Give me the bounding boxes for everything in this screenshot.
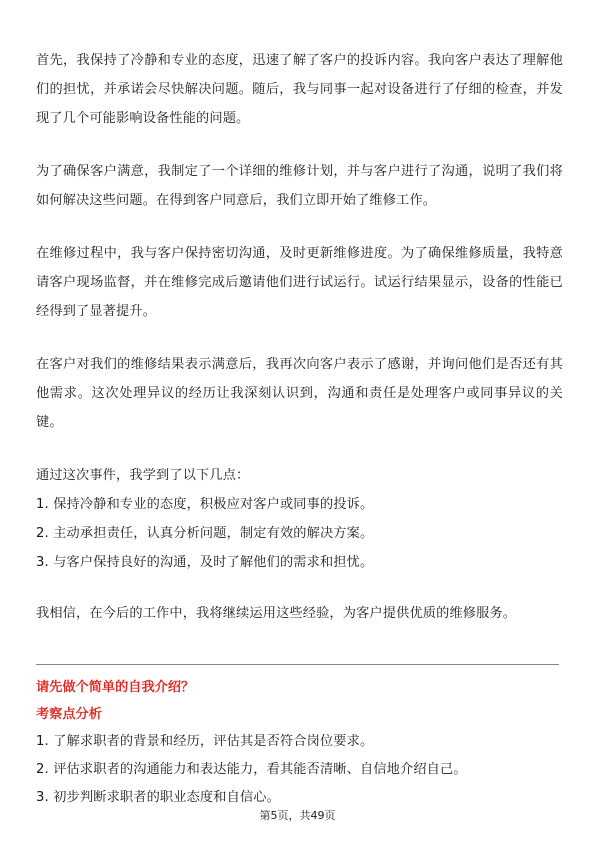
section-divider: [36, 664, 559, 665]
lessons-intro: 通过这次事件，我学到了以下几点：: [36, 468, 250, 483]
answer-paragraph-1: 首先，我保持了冷静和专业的态度，迅速了解了客户的投诉内容。我向客户表达了理解他们的担忧，并承诺会尽快解决问题。随后，我与同事一起对设备进行了仔细的检查，并发现了几个可能影响设备性能的问题。: [36, 53, 563, 126]
answer-paragraph-2: 为了确保客户满意，我制定了一个详细的维修计划，并与客户进行了沟通，说明了我们将如何解决这些问题。在得到客户同意后，我们立即开始了维修工作。: [36, 164, 563, 208]
lesson-item-3: 3. 与客户保持良好的沟通，及时了解他们的需求和担忧。: [36, 555, 374, 570]
analysis-point-3: 3. 初步判断求职者的职业态度和自信心。: [36, 790, 280, 805]
analysis-point-1: 1. 了解求职者的背景和经历，评估其是否符合岗位要求。: [36, 734, 374, 749]
lesson-item-1: 1. 保持冷静和专业的态度，积极应对客户或同事的投诉。: [36, 497, 374, 512]
conclusion-paragraph: 我相信，在今后的工作中，我将继续运用这些经验，为客户提供优质的维修服务。: [36, 606, 517, 621]
answer-paragraph-3: 在维修过程中，我与客户保持密切沟通，及时更新维修进度。为了确保维修质量，我特意请客户现场监督，并在维修完成后邀请他们进行试运行。试运行结果显示，设备的性能已经得到了显著提升。: [36, 246, 563, 319]
page-number: 第5页，共49页: [259, 809, 336, 822]
answer-paragraph-4: 在客户对我们的维修结果表示满意后，我再次向客户表示了感谢，并询问他们是否还有其他需求。这次处理异议的经历让我深刻认识到，沟通和责任是处理客户或同事异议的关键。: [36, 357, 563, 430]
analysis-point-2: 2. 评估求职者的沟通能力和表达能力，看其能否清晰、自信地介绍自己。: [36, 762, 467, 777]
analysis-heading: 考察点分析: [36, 707, 102, 722]
question-title: 请先做个简单的自我介绍？: [36, 680, 195, 695]
question-block: [36, 674, 563, 812]
lesson-item-2: 2. 主动承担责任，认真分析问题，制定有效的解决方案。: [36, 526, 374, 541]
answer-body: [36, 46, 563, 628]
